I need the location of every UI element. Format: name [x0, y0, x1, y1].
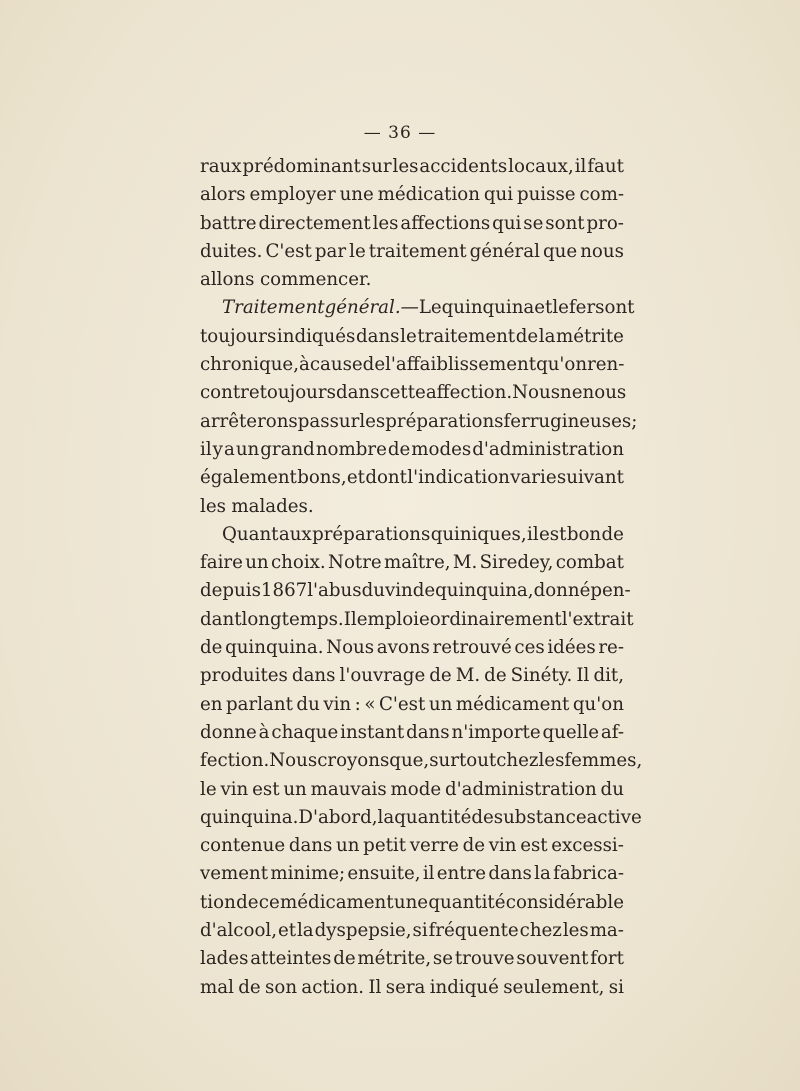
page-number: — 36 — [363, 123, 437, 143]
text-line: les malades. [200, 495, 314, 517]
text-line: contenue dans un petit verre de vin est excessi- [200, 835, 624, 857]
text-line: Traitement général. — Le quinquina et le fer sont [222, 297, 635, 319]
text-line: allons commencer. [200, 269, 372, 291]
text-line: vement minime; ensuite, il entre dans la fabrica- [200, 863, 624, 885]
text-line: raux prédominant sur les accidents locaux, il faut [200, 156, 624, 177]
text-line: Quant aux préparations quiniques, il est bon de [222, 523, 624, 545]
text-line: également bons, et dont l'indication varie suivant [200, 467, 624, 489]
text-line: chronique, à cause de l'affaiblissement qu'on ren- [200, 354, 625, 376]
text-line: faire un choix. Notre maître, M. Siredey, combat [200, 552, 624, 574]
text-line: duites. C'est par le traitement général que nous [200, 240, 624, 262]
text-line: d'alcool, et la dyspepsie, si fréquente chez les ma- [200, 920, 624, 942]
text-line: depuis 1867 l'abus du vin de quinquina, donné pen- [200, 580, 631, 602]
text-line: fection. Nous croyons que, surtout chez les femmes, [200, 750, 643, 772]
text-line: il y a un grand nombre de modes d'administration [200, 438, 624, 460]
text-line: toujours indiqués dans le traitement de la métrite [200, 325, 624, 347]
text-line: mal de son action. Il sera indiqué seulement, si [200, 976, 624, 998]
text-line: donne à chaque instant dans n'importe quelle af- [200, 721, 624, 743]
text-line: dant longtemps. Il emploie ordinairement l'extrait [200, 608, 634, 630]
text-line: quinquina. D'abord, la quantité de substance active [200, 806, 642, 828]
text-line: battre directement les affections qui se sont pro- [200, 212, 624, 234]
text-line: de quinquina. Nous avons retrouvé ces idées re- [200, 637, 624, 659]
text-line: arrêterons pas sur les préparations ferrugineuses; [200, 410, 638, 432]
text-line: tion de ce médicament une quantité considérable [200, 891, 624, 913]
text-line: lades atteintes de métrite, se trouve souvent fort [200, 948, 624, 970]
text-line: alors employer une médication qui puisse com- [200, 184, 624, 206]
text-line: contre toujours dans cette affection. Nous ne nous [200, 382, 627, 404]
text-line: en parlant du vin : « C'est un médicament qu'on [200, 693, 624, 715]
text-line: produites dans l'ouvrage de M. de Sinéty. Il dit, [200, 665, 624, 687]
body-text [200, 153, 643, 1002]
text-line: le vin est un mauvais mode d'administration du [200, 778, 624, 800]
